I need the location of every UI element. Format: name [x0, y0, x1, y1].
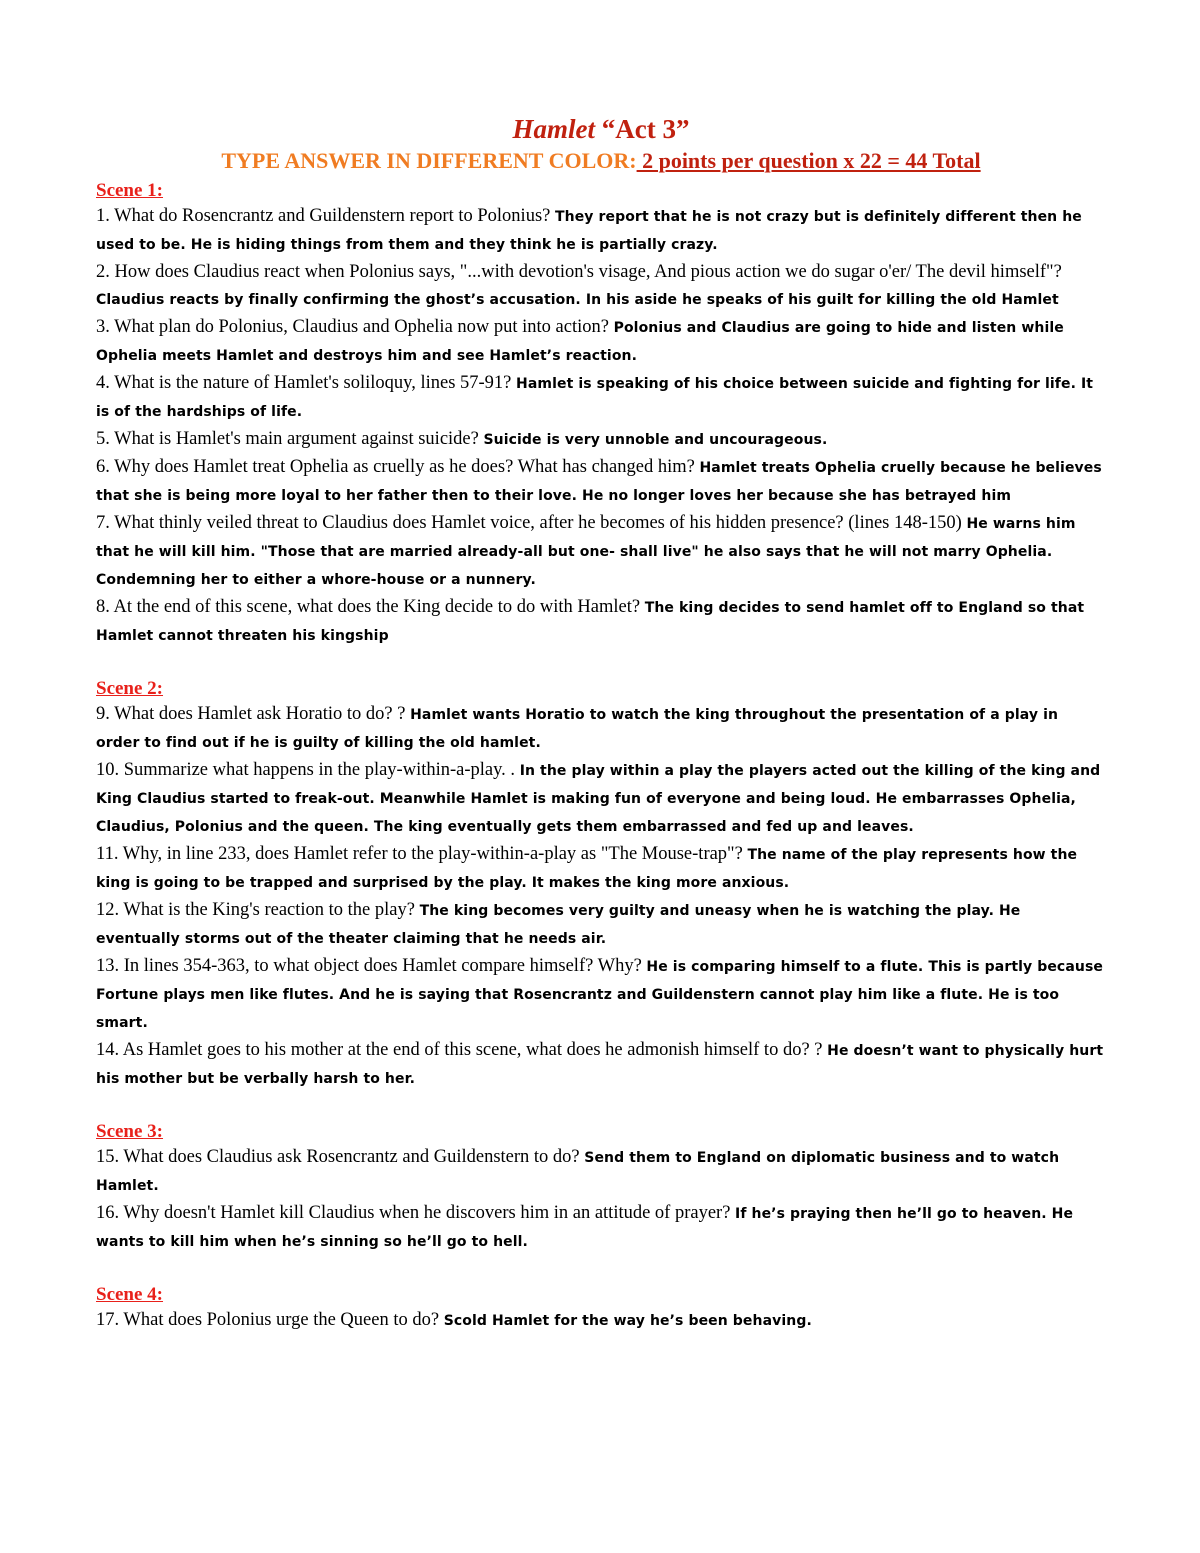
- question-text: 17. What does Polonius urge the Queen to do?: [96, 1310, 444, 1330]
- answer-text: The name of the play represents how the king is going to be trapped and surprised by the play. It makes the king more anxious.: [96, 847, 1078, 891]
- question-text: 8. At the end of this scene, what does the King decide to do with Hamlet?: [96, 597, 645, 617]
- answer-text: Send them to England on diplomatic business and to watch Hamlet.: [96, 1150, 1060, 1194]
- question-item: [96, 1037, 1106, 1093]
- answer-text: Scold Hamlet for the way he’s been behaving.: [443, 1313, 812, 1329]
- question-item: [96, 953, 1106, 1037]
- question-text: 13. In lines 354-363, to what object does Hamlet compare himself? Why?: [96, 956, 647, 976]
- answer-text: If he’s praying then he’ll go to heaven. He wants to kill him when he’s sinning so he’ll go to hell.: [96, 1206, 1074, 1250]
- answer-text: He doesn’t want to physically hurt his mother but be verbally harsh to her.: [96, 1043, 1104, 1087]
- question-item: [96, 757, 1106, 841]
- subtitle-instruction: TYPE ANSWER IN DIFFERENT COLOR:: [221, 148, 637, 173]
- question-item: [96, 1200, 1106, 1256]
- answer-text: Polonius and Claudius are going to hide and listen while Ophelia meets Hamlet and destroys him and see Hamlet’s reaction.: [96, 320, 1064, 364]
- answer-text: In the play within a play the players acted out the killing of the king and King Claudius started to freak-out. Meanwhile Hamlet is making fun of everyone and being loud. He embarrasses Ophelia, Claudius, Polonius and the queen. The king eventually gets them embarrassed and fed up and leaves.: [96, 763, 1101, 835]
- answer-text: Hamlet wants Horatio to watch the king throughout the presentation of a play in order to find out if he is guilty of killing the old hamlet.: [96, 707, 1059, 751]
- scene-3-section: [96, 1119, 1106, 1256]
- question-item: [96, 897, 1106, 953]
- question-text: 14. As Hamlet goes to his mother at the end of this scene, what does he admonish himself to do? ?: [96, 1040, 828, 1060]
- question-text: 16. Why doesn't Hamlet kill Claudius when he discovers him in an attitude of prayer?: [96, 1203, 736, 1223]
- title-play-name: Hamlet: [512, 114, 595, 144]
- scene-4-section: [96, 1282, 1106, 1335]
- answer-text: Hamlet treats Ophelia cruelly because he believes that she is being more loyal to her father then to their love. He no longer loves her because she has betrayed him: [96, 460, 1102, 504]
- question-text: 11. Why, in line 233, does Hamlet refer to the play-within-a-play as "The Mouse-trap"?: [96, 844, 748, 864]
- document-title: [96, 112, 1106, 146]
- question-item: [96, 594, 1106, 650]
- document-body: [96, 112, 1106, 1335]
- answer-text: They report that he is not crazy but is definitely different then he used to be. He is hiding things from them and they think he is partially crazy.: [96, 209, 1082, 253]
- question-text: 6. Why does Hamlet treat Ophelia as cruelly as he does? What has changed him?: [96, 457, 700, 477]
- scene-heading: Scene 2:: [96, 678, 164, 699]
- scene-1-section: [96, 178, 1106, 650]
- question-item: [96, 701, 1106, 757]
- question-item: [96, 841, 1106, 897]
- question-text: 12. What is the King's reaction to the play?: [96, 900, 420, 920]
- question-item: [96, 426, 1106, 454]
- question-text: 3. What plan do Polonius, Claudius and Ophelia now put into action?: [96, 317, 614, 337]
- question-item: [96, 1307, 1106, 1335]
- question-item: [96, 1144, 1106, 1200]
- question-item: [96, 370, 1106, 426]
- question-text: 15. What does Claudius ask Rosencrantz and Guildenstern to do?: [96, 1147, 585, 1167]
- answer-text: The king decides to send hamlet off to England so that Hamlet cannot threaten his kingship: [96, 600, 1085, 644]
- scene-heading: Scene 4:: [96, 1284, 164, 1305]
- question-text: 1. What do Rosencrantz and Guildenstern report to Polonius?: [96, 206, 555, 226]
- question-text: 5. What is Hamlet's main argument against suicide?: [96, 429, 484, 449]
- scene-heading: Scene 3:: [96, 1121, 164, 1142]
- question-text: 7. What thinly veiled threat to Claudius does Hamlet voice, after he becomes of his hidden presence? (lines 148-150): [96, 513, 967, 533]
- question-item: [96, 314, 1106, 370]
- question-item: [96, 259, 1106, 314]
- subtitle-points: 2 points per question x 22 = 44 Total: [636, 148, 981, 173]
- answer-text: He is comparing himself to a flute. This is partly because Fortune plays men like flutes. And he is saying that Rosencrantz and Guildenstern cannot play him like a flute. He is too smart.: [96, 959, 1103, 1031]
- scene-heading: Scene 1:: [96, 180, 164, 201]
- answer-text: The king becomes very guilty and uneasy when he is watching the play. He eventually storms out of the theater claiming that he needs air.: [96, 903, 1021, 947]
- question-text: 2. How does Claudius react when Polonius says, "...with devotion's visage, And pious action we do sugar o'er/ The devil himself"?: [96, 262, 1062, 282]
- answer-text: He warns him that he will kill him. "Those that are married already-all but one- shall live" he also says that he will not marry Ophelia. Condemning her to either a whore-house or a nunnery.: [96, 516, 1076, 588]
- question-item: [96, 454, 1106, 510]
- answer-text: Claudius reacts by finally confirming the ghost’s accusation. In his aside he speaks of his guilt for killing the old Hamlet: [96, 292, 1059, 308]
- question-text: 9. What does Hamlet ask Horatio to do? ?: [96, 704, 411, 724]
- answer-text: Suicide is very unnoble and uncourageous.: [483, 432, 828, 448]
- question-item: [96, 203, 1106, 259]
- question-text: 4. What is the nature of Hamlet's soliloquy, lines 57-91?: [96, 373, 517, 393]
- question-text: 10. Summarize what happens in the play-within-a-play. .: [96, 760, 520, 780]
- answer-text: Hamlet is speaking of his choice between suicide and fighting for life. It is of the hardships of life.: [96, 376, 1094, 420]
- title-act: “Act 3”: [595, 114, 690, 144]
- scene-2-section: [96, 676, 1106, 1093]
- document-subtitle: [96, 146, 1106, 176]
- question-item: [96, 510, 1106, 594]
